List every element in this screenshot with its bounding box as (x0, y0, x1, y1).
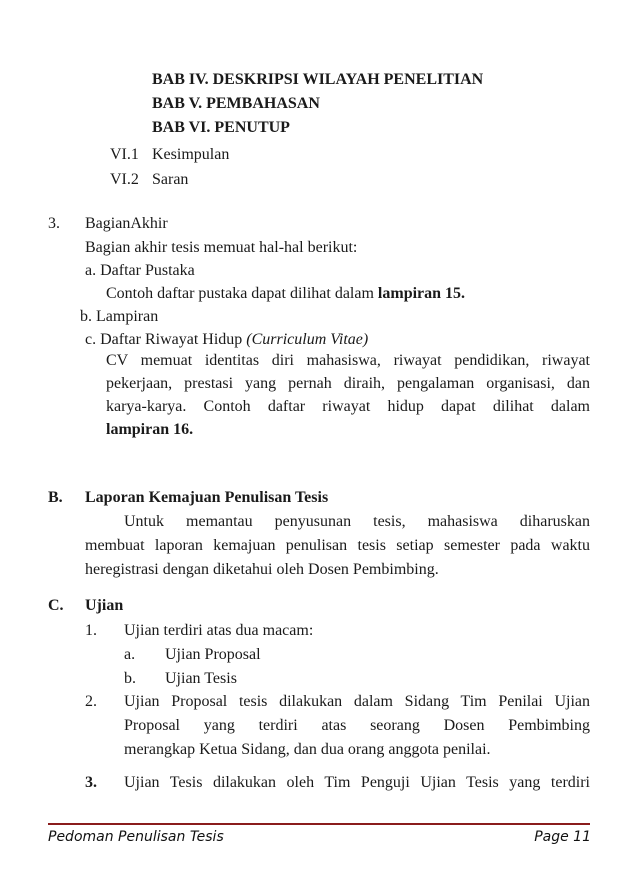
item-c-label: c. Daftar Riwayat Hidup (Curriculum Vitae) (85, 331, 369, 348)
toc-bab-6: BAB VI. PENUTUP (152, 119, 290, 136)
section-c-letter: C. (48, 597, 64, 614)
footer-title: Pedoman Penulisan Tesis (48, 829, 224, 845)
section-3-number: 3. (48, 215, 60, 232)
section-b-title: Laporan Kemajuan Penulisan Tesis (85, 489, 329, 506)
sub-b-text: Ujian Tesis (165, 670, 237, 687)
item-1-text: Ujian terdiri atas dua macam: (124, 622, 314, 639)
lampiran-15-ref: lampiran 15. (377, 285, 466, 302)
toc-bab-5: BAB V. PEMBAHASAN (152, 95, 320, 112)
cv-line: karya-karya. Contoh daftar riwayat hidup dapat dilihat dalam (106, 398, 590, 415)
sub-a-text: Ujian Proposal (165, 646, 261, 663)
item-3-number: 3. (85, 774, 97, 791)
footer-divider (48, 823, 590, 825)
cv-line: CV memuat identitas diri mahasiswa, riwayat pendidikan, riwayat (106, 352, 590, 369)
item-2-number: 2. (85, 693, 97, 710)
section-b-letter: B. (48, 489, 63, 506)
item-a-label: a. Daftar Pustaka (85, 262, 195, 279)
section-3-intro: Bagian akhir tesis memuat hal-hal berikut: (85, 239, 358, 256)
toc-sub-label: Kesimpulan (152, 146, 230, 163)
sub-a-number: a. (124, 646, 136, 663)
cv-line: pekerjaan, prestasi yang pernah diraih, pengalaman organisasi, dan (106, 375, 590, 392)
item-2-line: merangkap Ketua Sidang, dan dua orang anggota penilai. (124, 741, 491, 758)
section-b-paragraph-line: heregistrasi dengan diketahui oleh Dosen Pembimbing. (85, 561, 439, 578)
item-b-label: b. Lampiran (80, 308, 159, 325)
curriculum-vitae-term: (Curriculum Vitae) (246, 331, 369, 348)
toc-sub-label: Saran (152, 171, 189, 188)
toc-bab-4: BAB IV. DESKRIPSI WILAYAH PENELITIAN (152, 71, 484, 88)
sub-b-number: b. (124, 670, 136, 687)
section-b-paragraph-line: Untuk memantau penyusunan tesis, mahasiswa diharuskan (124, 513, 590, 530)
section-b-paragraph-line: membuat laporan kemajuan penulisan tesis setiap semester pada waktu (85, 537, 590, 554)
page-number: Page 11 (534, 829, 591, 845)
item-a-text: Contoh daftar pustaka dapat dilihat dalam lampiran 15. (106, 285, 466, 302)
lampiran-16-ref: lampiran 16. (106, 421, 194, 438)
item-2-line: Ujian Proposal tesis dilakukan dalam Sidang Tim Penilai Ujian (124, 693, 590, 710)
item-2-line: Proposal yang terdiri atas seorang Dosen Pembimbing (124, 717, 590, 734)
item-3-line: Ujian Tesis dilakukan oleh Tim Penguji Ujian Tesis yang terdiri (124, 774, 590, 791)
item-1-number: 1. (85, 622, 97, 639)
section-c-title: Ujian (85, 597, 124, 614)
section-3-title: BagianAkhir (85, 215, 168, 232)
toc-sub-number: VI.1 (110, 146, 139, 163)
toc-sub-number: VI.2 (110, 171, 139, 188)
